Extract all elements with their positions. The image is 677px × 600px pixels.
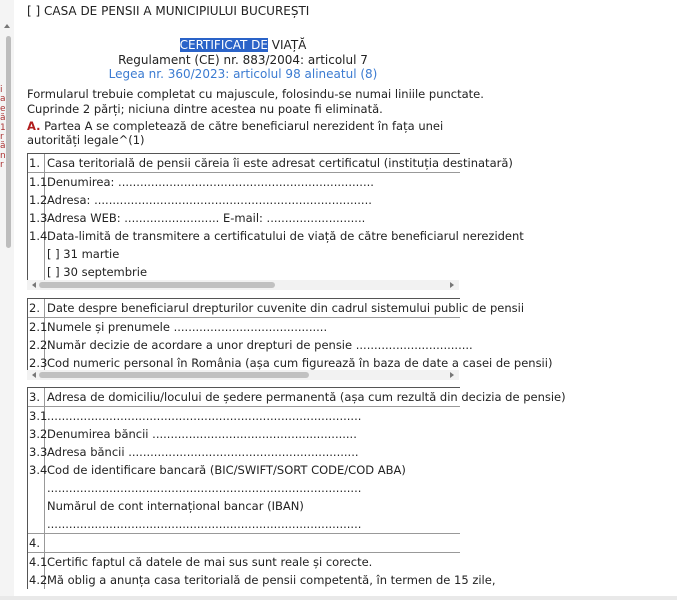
scroll-right-icon[interactable] (450, 372, 454, 378)
scroll-left-icon[interactable] (32, 282, 36, 288)
table-row: 1.3 Adresa WEB: .......................... E-mail: ........................... (29, 211, 366, 225)
bottom-scrollbar[interactable] (0, 596, 677, 600)
table-row: 2.1 Numele și prenumele .......................................... (29, 320, 328, 334)
table-row: 1. Casa teritorială de pensii căreia îi este adresat certificatul (instituția destinatară) (28, 154, 460, 173)
table-row: [ ] 30 septembrie (28, 263, 460, 281)
scroll-up-icon[interactable] (4, 24, 10, 28)
scroll-thumb[interactable] (39, 372, 309, 378)
table-row: 2.3 Cod numeric personal în România (așa cum figurează în baza de date a casei de pensii) (29, 356, 553, 370)
clipped-side-text: i a e ă 1 r ă n r (0, 85, 6, 171)
table-row: 4.2 Mă oblig a anunța casa teritorială de pensii competentă, în termen de 15 zile, (29, 573, 496, 587)
table-section-1 (27, 153, 524, 281)
selected-text[interactable]: CERTIFICAT DE (179, 38, 268, 52)
scroll-thumb[interactable] (6, 36, 11, 248)
horizontal-scrollbar-1[interactable] (27, 280, 459, 290)
table-row: 2. Date despre beneficiarul drepturilor cuvenite din cadrul sistemului public de pensii (28, 299, 460, 318)
table-row: [ ] 31 martie (28, 245, 460, 263)
scroll-right-icon[interactable] (450, 282, 454, 288)
intro-line-2: Cuprinde 2 părți; niciuna dintre acestea nu poate fi eliminată. (27, 102, 383, 116)
table-row: 3.3 Adresa băncii ............................................................... (29, 445, 359, 459)
horizontal-scrollbar-2[interactable] (27, 370, 459, 380)
table-section-3 (27, 387, 566, 589)
regulation-reference: Regulament (CE) nr. 883/2004: articolul 7 (118, 53, 368, 67)
table-row: 1.2 Adresa: ............................................................................ (29, 193, 372, 207)
vertical-scrollbar[interactable] (0, 0, 14, 600)
table-row: ...................................................................................... (28, 515, 460, 534)
intro-line-1: Formularul trebuie completat cu majuscule, folosindu-se numai liniile punctate. (27, 87, 484, 101)
certificate-title: CERTIFICAT DE VIAȚĂ (179, 38, 307, 52)
table-row: 2.2 Număr decizie de acordare a unor drepturi de pensie ................................ (29, 338, 473, 352)
part-a-line-1: A. Partea A se completează de către beneficiarul nerezident în fața unei (27, 119, 444, 133)
law-link[interactable]: Legea nr. 360/2023: articolul 98 alineatul (8) (108, 67, 378, 81)
table-row: 3.1 ...................................................................................... (29, 409, 362, 423)
table-row: 3.2 Denumirea băncii ........................................................ (29, 427, 357, 441)
table-row: 1.1 Denumirea: ...................................................................... (29, 175, 374, 189)
table-row: 4. (28, 534, 460, 553)
table-row: 3.4 Cod de identificare bancară (BIC/SWIFT/SORT CODE/COD ABA) (29, 463, 406, 477)
part-a-marker: A. (27, 119, 41, 133)
table-row: 3. Adresa de domiciliu/locului de ședere permanentă (așa cum rezultă din decizia de pensie) (28, 388, 460, 407)
scroll-left-icon[interactable] (32, 372, 36, 378)
institution-header: [ ] CASA DE PENSII A MUNICIPIULUI BUCUREȘTI (27, 4, 310, 18)
table-section-2 (27, 298, 553, 372)
scroll-thumb[interactable] (39, 282, 275, 288)
table-row: 1.4 Data-limită de transmitere a certificatului de viață de către beneficiarul nerezident (29, 229, 524, 243)
table-row: ...................................................................................... (28, 479, 460, 497)
table-row: Numărul de cont internațional bancar (IBAN) (28, 497, 460, 515)
table-row: 4.1 Certific faptul că datele de mai sus sunt reale și corecte. (29, 555, 373, 569)
part-a-line-2: autorități legale^(1) (27, 133, 145, 147)
